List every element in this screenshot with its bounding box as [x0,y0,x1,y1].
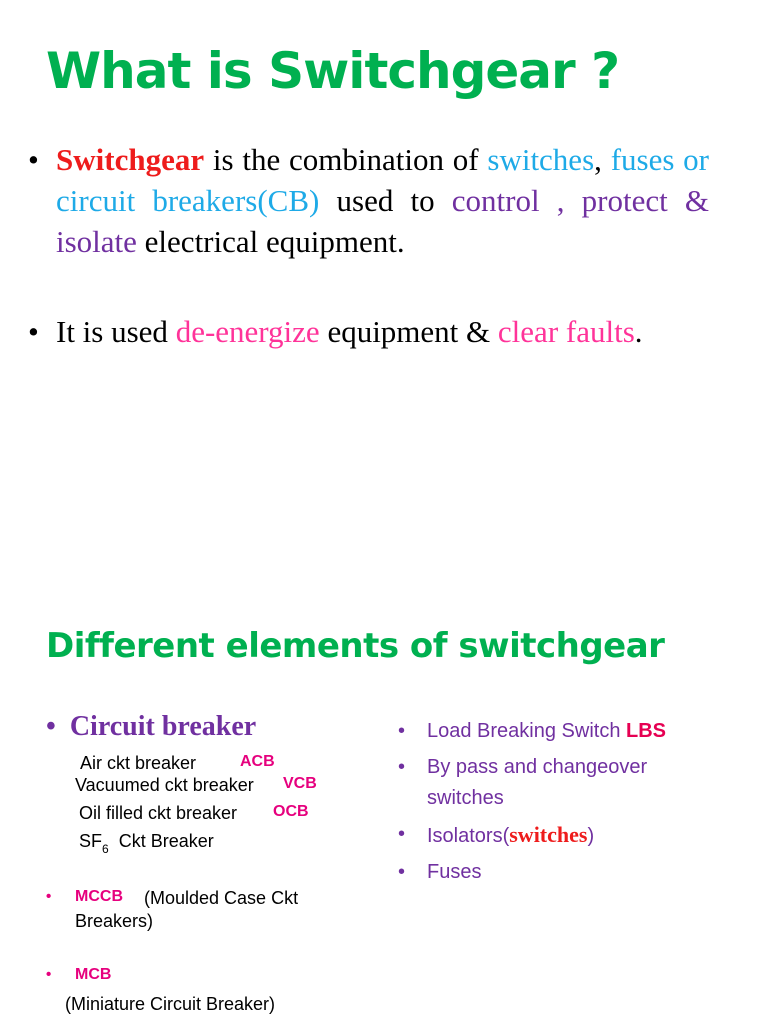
text: . [634,314,643,349]
bullet-dot-icon: • [398,861,406,883]
bullet-dot-icon: • [46,888,52,905]
ocb-label: Oil filled ckt breaker [79,803,238,823]
bullet-dot-icon: • [28,142,39,177]
mccb-desc-2: Breakers) [75,911,154,931]
text: electrical equipment. [136,224,405,259]
bullet-usage [28,311,709,352]
sf6-label [79,830,214,860]
term-control-protect-isolate: control , protect & isolate [56,183,710,259]
bullet-definition [28,139,710,262]
list-item-lbs [398,716,666,747]
ocb-tag: OCB [273,803,309,820]
bypass-text-1: By pass and changeover [427,756,648,778]
bullet-dot-icon: • [398,823,406,845]
acb-tag: ACB [240,753,275,770]
vcb-label: Vacuumed ckt breaker [75,775,254,795]
text: is the combination of [204,142,488,177]
slide-title: Different elements of switchgear [46,626,665,666]
vcb-tag: VCB [283,775,317,792]
slide-title: What is Switchgear ? [46,42,620,100]
text: used to [319,183,452,218]
term-switchgear: Switchgear [56,142,205,177]
fuses-text: Fuses [427,861,482,883]
term-de-energize: de-energize [175,314,320,349]
term-clear-faults: clear faults [497,314,635,349]
text: , [594,142,602,177]
heading-text: Circuit breaker [69,711,257,742]
list-item-bypass [398,752,666,814]
bullet-dot-icon: • [46,711,56,742]
bypass-text-2: switches [427,787,504,809]
lbs-text: Load Breaking Switch [427,720,627,742]
isolators-text: Isolators( [427,825,510,847]
bullet-dot-icon: • [398,756,406,778]
sf6-text: Ckt Breaker [118,831,214,851]
circuit-breaker-heading [46,711,256,743]
sf6-prefix: SF [79,831,103,851]
list-item-isolators [398,819,666,852]
mcb-tag: MCB [75,966,112,983]
isolators-switches: switches [509,822,588,847]
mccb-tag: MCCB [75,888,123,905]
mccb-desc-1: (Moulded Case Ckt [144,888,299,908]
text: It is used [56,314,176,349]
sf6-subscript: 6 [102,842,109,856]
isolators-close: ) [587,825,595,847]
term-switches: switches [487,142,595,177]
list-item-fuses [398,857,666,888]
text: equipment & [319,314,498,349]
bullet-dot-icon: • [46,966,52,983]
slide-elements-of-switchgear [0,512,768,1024]
acb-label: Air ckt breaker [80,753,197,773]
right-element-list [398,716,666,893]
bullet-dot-icon: • [398,720,406,742]
term-fuses-cb: fuses or circuit breakers(CB) [56,142,710,218]
lbs-tag: LBS [626,720,667,742]
mcb-desc: (Miniature Circuit Breaker) [65,994,276,1014]
bullet-dot-icon: • [28,314,39,349]
